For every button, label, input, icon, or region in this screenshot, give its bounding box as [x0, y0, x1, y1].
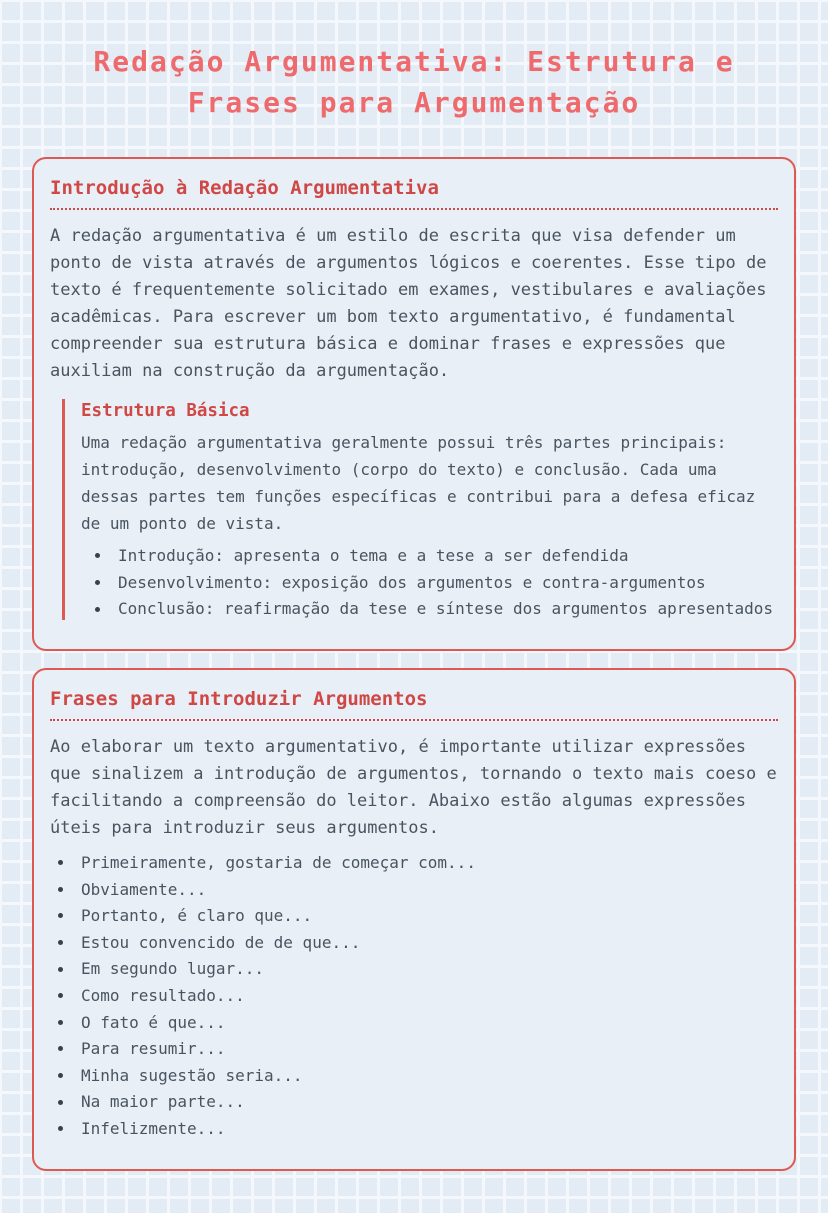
list-item: [58, 1012, 778, 1034]
bullet-icon: [58, 1046, 63, 1051]
list-item-text: Conclusão: reafirmação da tese e síntese dos argumentos apresentados: [118, 599, 774, 619]
list-item: [58, 985, 778, 1007]
bullet-icon: [58, 1073, 63, 1078]
bullet-icon: [58, 887, 63, 892]
section-heading-frases: Frases para Introduzir Argumentos: [50, 680, 778, 721]
list-item-text: Minha sugestão seria...: [81, 1065, 303, 1085]
list-item: [58, 879, 778, 901]
list-item: [58, 932, 778, 954]
list-item: [95, 545, 778, 567]
bullet-icon: [95, 607, 100, 612]
section-card-introducao: [32, 157, 796, 651]
list-item: [58, 1065, 778, 1087]
list-item-text: Introdução: apresenta o tema e a tese a ser defendida: [118, 546, 629, 566]
section-card-frases: [32, 668, 796, 1171]
section-heading-introducao: Introdução à Redação Argumentativa: [50, 169, 778, 210]
list-item: [95, 598, 778, 620]
list-item-text: Para resumir...: [81, 1039, 226, 1059]
list-item-text: Em segundo lugar...: [81, 959, 265, 979]
list-item-text: Obviamente...: [81, 879, 207, 899]
list-item-text: Primeiramente, gostaria de começar com...: [81, 852, 476, 872]
section-intro-paragraph: Ao elaborar um texto argumentativo, é importante utilizar expressões que sinalizem a introdução de argumentos, tornando o texto mais coeso e facilitando a compreensão do leitor. Abaixo estão algumas expressões úteis para introduzir seus argumentos.: [50, 736, 777, 838]
bullet-icon: [58, 913, 63, 918]
subsection-estrutura-basica: [62, 399, 778, 620]
list-item-text: Desenvolvimento: exposição dos argumentos e contra-argumentos: [118, 572, 706, 592]
list-item-text: Portanto, é claro que...: [81, 906, 313, 926]
bullet-icon: [58, 1126, 63, 1131]
bullet-icon: [58, 993, 63, 998]
bullet-icon: [95, 553, 100, 558]
list-item-text: O fato é que...: [81, 1012, 226, 1032]
bullet-icon: [58, 860, 63, 865]
list-item-text: Na maior parte...: [81, 1092, 245, 1112]
list-item: [95, 572, 778, 594]
list-item: [58, 1091, 778, 1113]
structure-bullet-list: [95, 545, 778, 620]
bullet-icon: [58, 1100, 63, 1105]
bullet-icon: [58, 1020, 63, 1025]
list-item: [58, 958, 778, 980]
list-item-text: Infelizmente...: [81, 1118, 226, 1138]
subsection-heading: Estrutura Básica: [81, 401, 250, 422]
list-item: [58, 905, 778, 927]
bullet-icon: [58, 940, 63, 945]
page-title: Redação Argumentativa: Estrutura e Frases para Argumentação: [93, 45, 735, 119]
bullet-icon: [95, 580, 100, 585]
bullet-icon: [58, 967, 63, 972]
section-intro-paragraph: A redação argumentativa é um estilo de escrita que visa defender um ponto de vista através de argumentos lógicos e coerentes. Esse tipo de texto é frequentemente solicitado em exames, vestibulares e avaliações acadêmicas. Para escrever um bom texto argumentativo, é fundamental compreender sua estrutura básica e dominar frases e expressões que auxiliam na construção da argumentação.: [50, 226, 767, 382]
phrases-bullet-list: [58, 852, 778, 1140]
list-item: [58, 1038, 778, 1060]
subsection-paragraph: Uma redação argumentativa geralmente possui três partes principais: introdução, desenvolvimento (corpo do texto) e conclusão. Cada uma dessas partes tem funções específicas e contribui para a defesa eficaz de um ponto de vista.: [81, 433, 756, 534]
list-item-text: Como resultado...: [81, 985, 245, 1005]
list-item: [58, 852, 778, 874]
list-item: [58, 1118, 778, 1140]
list-item-text: Estou convencido de de que...: [81, 932, 361, 952]
